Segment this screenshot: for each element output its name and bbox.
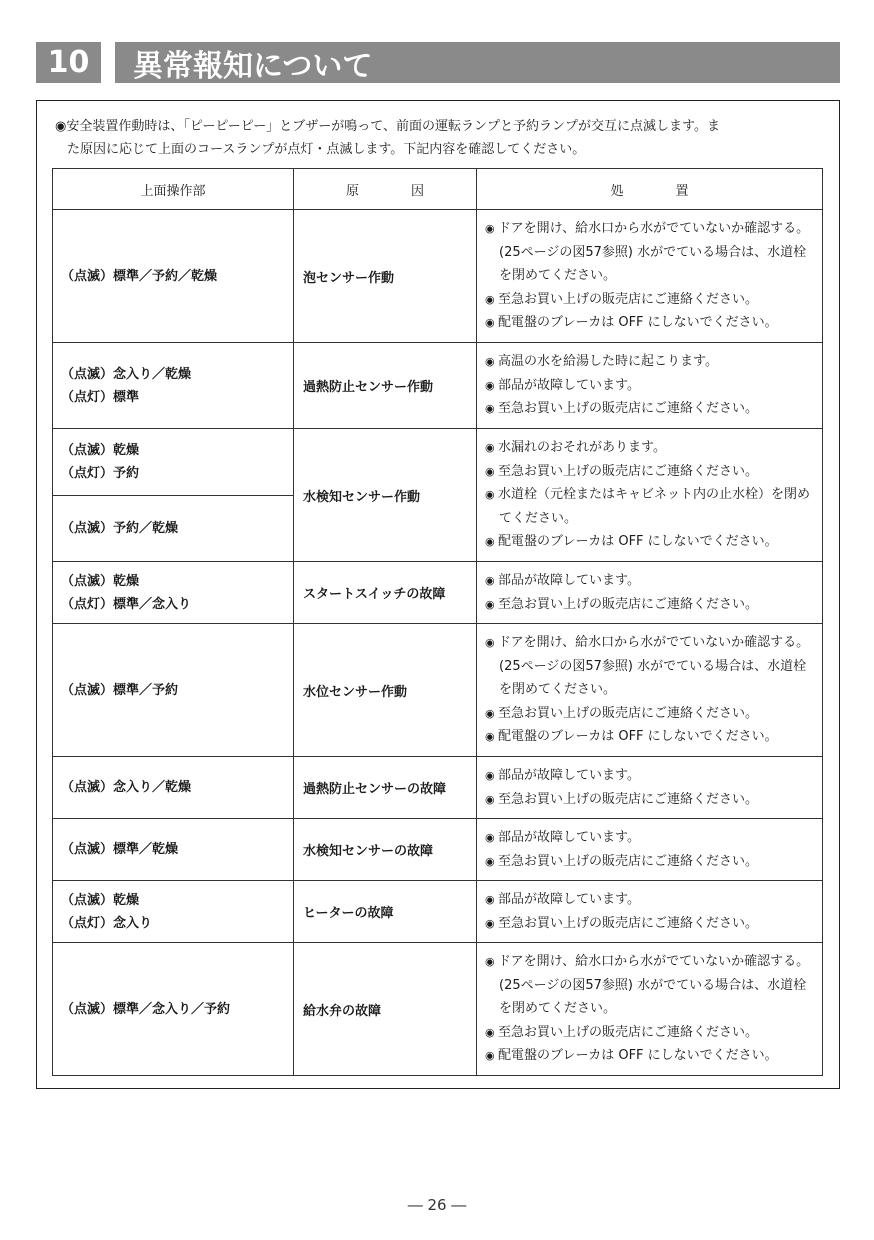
intro-line-2: た原因に応じて上面のコースランプが点灯・点滅します。下記内容を確認してください。 xyxy=(67,142,586,157)
bullet-icon: ◉ xyxy=(485,955,495,969)
action-text: 至急お買い上げの販売店にご連絡ください。 xyxy=(498,915,759,931)
cause-cell: 水位センサー作動 xyxy=(294,624,477,757)
action-item xyxy=(485,288,816,312)
action-cell xyxy=(477,562,823,624)
action-cell xyxy=(477,757,823,819)
action-item xyxy=(485,569,816,593)
bullet-icon: ◉ xyxy=(485,636,495,650)
bullet-icon: ◉ xyxy=(485,402,495,416)
operation-cell xyxy=(53,757,294,819)
table-row xyxy=(53,562,823,624)
operation-line: （点滅）標準／予約／乾燥 xyxy=(61,268,218,284)
action-text: 部品が故障しています。 xyxy=(498,573,640,588)
action-item xyxy=(485,436,816,460)
operation-line: （点滅）念入り／乾燥 xyxy=(61,366,192,382)
bullet-icon: ◉ xyxy=(485,574,495,587)
table-row xyxy=(53,881,823,943)
operation-line: （点灯）予約 xyxy=(61,466,140,481)
action-text: 配電盤のブレーカは OFF にしないでください。 xyxy=(498,729,778,745)
bullet-icon: ◉ xyxy=(485,854,495,868)
bullet-icon: ◉ xyxy=(485,730,495,744)
bullet-icon: ◉ xyxy=(485,378,495,392)
table-row xyxy=(53,757,823,819)
action-cell xyxy=(477,343,823,429)
operation-line: （点滅）乾燥 xyxy=(61,573,140,589)
cause-cell: 水検知センサーの故障 xyxy=(294,819,477,881)
bullet-icon: ◉ xyxy=(485,292,495,306)
operation-cell xyxy=(53,819,294,881)
action-item xyxy=(485,950,816,1021)
action-text: 至急お買い上げの販売店にご連絡ください。 xyxy=(498,401,759,417)
action-item xyxy=(485,912,816,936)
bullet-icon: ◉ xyxy=(485,1025,495,1039)
operation-line: （点滅）念入り／乾燥 xyxy=(61,780,192,795)
header-cause: 原 因 xyxy=(294,169,477,210)
bullet-icon: ◉ xyxy=(485,706,495,720)
error-table xyxy=(52,168,823,1076)
table-row xyxy=(53,429,823,496)
action-text: 水道栓（元栓またはキャビネット内の止水栓）を閉めてください。 xyxy=(498,487,811,526)
action-text: 配電盤のブレーカは OFF にしないでください。 xyxy=(498,315,778,331)
action-item xyxy=(485,374,816,398)
bullet-icon: ◉ xyxy=(485,464,495,478)
operation-line: （点灯）標準 xyxy=(61,389,140,405)
action-text: 部品が故障しています。 xyxy=(498,768,640,783)
action-item xyxy=(485,702,816,726)
table-row xyxy=(53,624,823,757)
action-text: 高温の水を給湯した時に起こります。 xyxy=(498,354,718,370)
cause-cell: 過熱防止センサー作動 xyxy=(294,343,477,429)
bullet-icon: ◉ xyxy=(485,916,495,930)
action-item xyxy=(485,593,816,617)
cause-cell: 水検知センサー作動 xyxy=(294,429,477,562)
action-text: 至急お買い上げの販売店にご連絡ください。 xyxy=(498,705,759,721)
action-cell xyxy=(477,881,823,943)
action-cell xyxy=(477,624,823,757)
operation-cell xyxy=(53,624,294,757)
action-text: 水漏れのおそれがあります。 xyxy=(498,440,666,456)
operation-cell xyxy=(53,943,294,1076)
action-item xyxy=(485,460,816,484)
action-text: 配電盤のブレーカは OFF にしないでください。 xyxy=(498,1048,778,1064)
action-text: 部品が故障しています。 xyxy=(498,892,640,907)
action-item xyxy=(485,1044,816,1068)
section-title: 異常報知について xyxy=(115,42,840,83)
action-text: 至急お買い上げの販売店にご連絡ください。 xyxy=(498,596,759,612)
operation-cell xyxy=(53,210,294,343)
action-item xyxy=(485,397,816,421)
bullet-icon: ◉ xyxy=(485,831,495,844)
table-row xyxy=(53,943,823,1076)
cause-cell: 給水弁の故障 xyxy=(294,943,477,1076)
table-row xyxy=(53,343,823,429)
action-text: ドアを開け、給水口から水がでていないか確認する。(25ページの図57参照) 水がでている場合は、水道栓を閉めてください。 xyxy=(498,954,810,1017)
action-item xyxy=(485,311,816,335)
action-text: 至急お買い上げの販売店にご連絡ください。 xyxy=(498,463,759,479)
table-body xyxy=(53,210,823,1076)
operation-cell xyxy=(53,343,294,429)
action-text: 至急お買い上げの販売店にご連絡ください。 xyxy=(498,791,759,807)
table-header-row xyxy=(53,169,823,210)
header-operation: 上面操作部 xyxy=(53,169,294,210)
action-item xyxy=(485,350,816,374)
operation-cell xyxy=(53,429,294,496)
action-cell xyxy=(477,819,823,881)
action-item xyxy=(485,788,816,812)
action-text: ドアを開け、給水口から水がでていないか確認する。(25ページの図57参照) 水がでている場合は、水道栓を閉めてください。 xyxy=(498,221,810,284)
action-text: 至急お買い上げの販売店にご連絡ください。 xyxy=(498,853,759,869)
operation-cell xyxy=(53,881,294,943)
bullet-icon: ◉ xyxy=(485,597,495,611)
bullet-icon: ◉ xyxy=(485,1049,495,1063)
action-item xyxy=(485,888,816,912)
cause-cell: 泡センサー作動 xyxy=(294,210,477,343)
action-item xyxy=(485,725,816,749)
action-text: 至急お買い上げの販売店にご連絡ください。 xyxy=(498,1024,759,1040)
operation-cell xyxy=(53,496,294,562)
table-row xyxy=(53,210,823,343)
page-number: ― 26 ― xyxy=(407,1196,467,1214)
operation-line: （点灯）念入り xyxy=(61,915,153,931)
action-item xyxy=(485,631,816,702)
action-cell xyxy=(477,943,823,1076)
bullet-icon: ◉ xyxy=(485,316,495,330)
action-text: ドアを開け、給水口から水がでていないか確認する。(25ページの図57参照) 水がでている場合は、水道栓を閉めてください。 xyxy=(498,635,810,698)
action-item xyxy=(485,1021,816,1045)
bullet-icon: ◉ xyxy=(485,222,495,236)
operation-line: （点滅）予約／乾燥 xyxy=(61,521,179,536)
action-text: 部品が故障しています。 xyxy=(498,830,640,845)
intro-text xyxy=(55,115,825,161)
header-action: 処 置 xyxy=(477,169,823,210)
bullet-icon: ◉ xyxy=(485,488,495,502)
action-cell xyxy=(477,210,823,343)
operation-line: （点灯）標準／念入り xyxy=(61,596,192,612)
cause-cell: ヒーターの故障 xyxy=(294,881,477,943)
action-item xyxy=(485,530,816,554)
bullet-icon: ◉ xyxy=(485,769,495,782)
action-text: 部品が故障しています。 xyxy=(498,377,640,393)
table-row xyxy=(53,819,823,881)
action-item xyxy=(485,826,816,850)
action-text: 配電盤のブレーカは OFF にしないでください。 xyxy=(498,534,778,550)
intro-line-1: ◉安全装置作動時は、「ピーピーピー」とブザーが鳴って、前面の運転ランプと予約ランプが交互に点滅します。ま xyxy=(55,119,720,134)
bullet-icon: ◉ xyxy=(485,441,495,455)
operation-line: （点滅）乾燥 xyxy=(61,892,140,908)
bullet-icon: ◉ xyxy=(485,535,495,549)
action-item xyxy=(485,850,816,874)
cause-cell: 過熱防止センサーの故障 xyxy=(294,757,477,819)
content-frame xyxy=(36,100,840,1089)
action-item xyxy=(485,764,816,788)
operation-line: （点滅）標準／念入り／予約 xyxy=(61,1001,231,1017)
cause-cell: スタートスイッチの故障 xyxy=(294,562,477,624)
operation-line: （点滅）標準／乾燥 xyxy=(61,842,179,857)
action-text: 至急お買い上げの販売店にご連絡ください。 xyxy=(498,291,759,307)
bullet-icon: ◉ xyxy=(485,792,495,806)
action-cell xyxy=(477,429,823,562)
bullet-icon: ◉ xyxy=(485,355,495,369)
action-item xyxy=(485,483,816,530)
operation-line: （点滅）乾燥 xyxy=(61,443,140,458)
bullet-icon: ◉ xyxy=(485,893,495,906)
action-item xyxy=(485,217,816,288)
section-number: 10 xyxy=(36,42,101,83)
operation-line: （点滅）標準／予約 xyxy=(61,682,179,698)
section-header xyxy=(36,42,840,83)
operation-cell xyxy=(53,562,294,624)
